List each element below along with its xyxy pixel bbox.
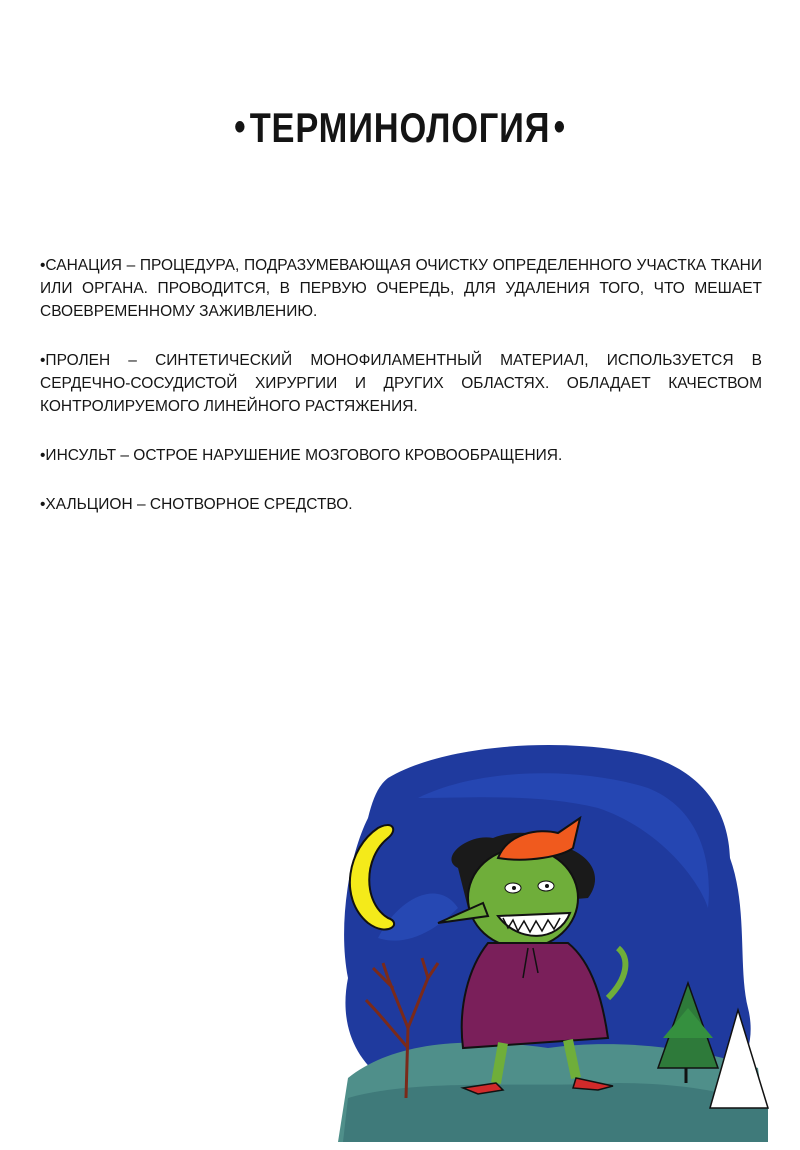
term-entry-halcion: •ХАЛЬЦИОН – СНОТВОРНОЕ СРЕДСТВО.	[40, 496, 353, 513]
title-text: ТЕРМИНОЛОГИЯ	[249, 104, 551, 151]
illustration-svg	[318, 738, 778, 1142]
title-dot-left: •	[234, 105, 247, 149]
goblin-illustration	[318, 738, 778, 1142]
title-dot-right: •	[553, 105, 566, 149]
term-entry-prolene: •ПРОЛЕН – СИНТЕТИЧЕСКИЙ МОНОФИЛАМЕНТНЫЙ МАТЕРИАЛ, ИСПОЛЬЗУЕТСЯ В СЕРДЕЧНО-СОСУДИСТОЙ ХИРУРГИИ И ДРУГИХ ОБЛАСТЯХ. ОБЛАДАЕТ КАЧЕСТВОМ КОНТРОЛИРУЕМОГО ЛИНЕЙНОГО РАСТЯЖЕНИЯ.	[40, 352, 762, 415]
terminology-list	[40, 254, 762, 542]
page-title	[72, 104, 728, 152]
term-entry-stroke: •ИНСУЛЬТ – ОСТРОЕ НАРУШЕНИЕ МОЗГОВОГО КРОВООБРАЩЕНИЯ.	[40, 447, 563, 464]
term-entry-sanation: •САНАЦИЯ – ПРОЦЕДУРА, ПОДРАЗУМЕВАЮЩАЯ ОЧИСТКУ ОПРЕДЕЛЕННОГО УЧАСТКА ТКАНИ ИЛИ ОРГАНА. ПРОВОДИТСЯ, В ПЕРВУЮ ОЧЕРЕДЬ, ДЛЯ УДАЛЕНИЯ ТОГО, ЧТО МЕШАЕТ СВОЕВРЕМЕННОМУ ЗАЖИВЛЕНИЮ.	[40, 257, 762, 320]
